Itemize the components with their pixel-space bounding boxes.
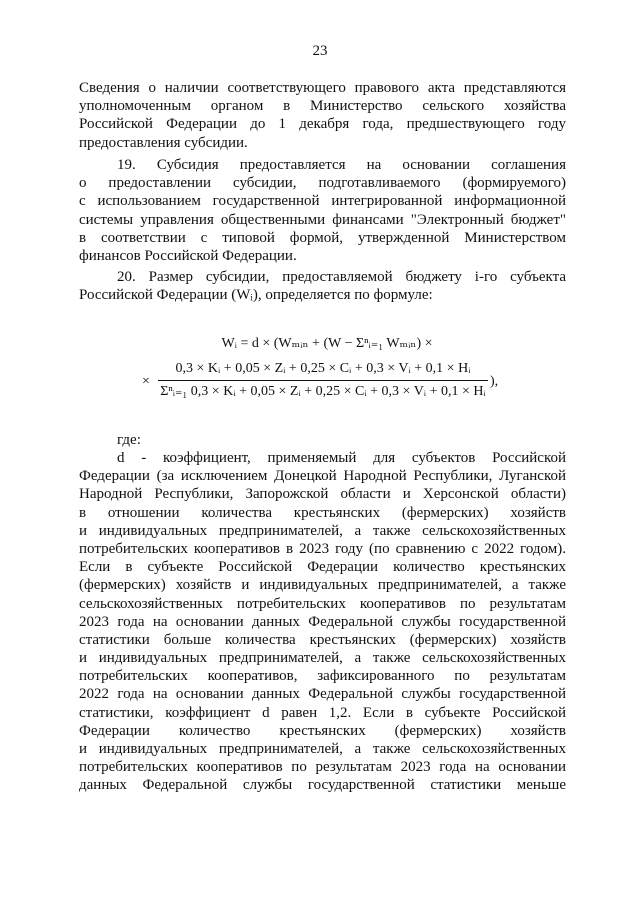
formula-closing: ), [490, 374, 499, 389]
text-line: потребительских кооперативов, зафиксированного по результатам [79, 668, 566, 685]
text-line: сельскохозяйственных потребительских кооперативов по результатам [79, 595, 566, 612]
text-line: в соответствии с типовой формой, утвержденной Министерством [79, 229, 566, 246]
text-line: и индивидуальных предпринимателей, а также сельскохозяйственных [79, 741, 566, 757]
text-line: 19. Субсидия предоставляется на основании соглашения [117, 157, 566, 173]
formula-multiply-sign: × [142, 374, 150, 389]
text-line: статистики, коэффициент d равен 1,2. Если в субъекте Российской [79, 704, 566, 721]
text-line: Федерации количество крестьянских (фермерских) хозяйств [79, 722, 566, 739]
fraction-bar [158, 380, 488, 381]
text-line: d - коэффициент, применяемый для субъектов Российской [117, 450, 566, 466]
where-block [79, 431, 566, 449]
text-line: Сведения о наличии соответствующего правового акта представляются [79, 80, 566, 96]
text-line: с использованием государственной интегрированной информационной [79, 193, 566, 210]
definition-d [79, 449, 566, 795]
text-line: и индивидуальных предпринимателей, а также сельскохозяйственных [79, 650, 566, 667]
formula-line-2 [0, 359, 640, 409]
text-line: в отношении количества крестьянских (фермерских) хозяйств [79, 504, 566, 521]
fraction-denominator: Σⁿᵢ₌₁ 0,3 × Kᵢ + 0,05 × Zᵢ + 0,25 × Cᵢ + 0,3 × Vᵢ + 0,1 × Hᵢ [160, 384, 486, 399]
text-line: Российской Федерации (Wᵢ), определяется по формуле: [79, 287, 433, 304]
text-line: Федерации (за исключением Донецкой Народной Республики, Луганской [79, 468, 566, 485]
intro-paragraph [79, 79, 566, 152]
text-line: данных Федеральной службы государственной статистики меньше [79, 777, 566, 794]
fraction-numerator: 0,3 × Kᵢ + 0,05 × Zᵢ + 0,25 × Cᵢ + 0,3 × Vᵢ + 0,1 × Hᵢ [175, 361, 471, 376]
text-line: предоставления субсидии. [79, 134, 248, 151]
page-number: 23 [312, 43, 328, 59]
text-line: Российской Федерации до 1 декабря года, предшествующего году [79, 116, 566, 133]
text-line: системы управления общественными финансами "Электронный бюджет" [79, 211, 566, 228]
text-line: уполномоченным органом в Министерство сельского хозяйства [79, 98, 566, 115]
text-line: Если в субъекте Российской Федерации количество крестьянских [79, 559, 566, 576]
text-line: статистики больше количества крестьянских (фермерских) хозяйств [79, 631, 566, 648]
text-line: потребительских кооперативов по результатам 2023 года на основании [79, 759, 566, 776]
text-line: о предоставлении субсидии, подготавливаемого (формируемого) [79, 175, 566, 192]
text-line: (фермерских) хозяйств и индивидуальных предпринимателей, а также [79, 577, 566, 594]
text-line: потребительских кооперативов в 2023 году (по сравнению с 2022 годом). [79, 540, 566, 557]
text-line: 2023 года на основании данных Федеральной службы государственной [79, 613, 566, 630]
text-line: Народной Республики, Запорожской области и Херсонской области) [79, 486, 566, 503]
formula-line-1: Wᵢ = d × (Wₘᵢₙ + (W − Σⁿᵢ₌₁ Wₘᵢₙ) × [221, 336, 433, 351]
text-line: и индивидуальных предпринимателей, а также сельскохозяйственных [79, 522, 566, 539]
text-line: 2022 года на основании данных Федеральной службы государственной [79, 686, 566, 703]
text-line: финансов Российской Федерации. [79, 247, 297, 264]
text-line: 20. Размер субсидии, предоставляемой бюджету i-го субъекта [117, 269, 566, 285]
where-label: где: [117, 432, 141, 448]
paragraph-19 [79, 156, 566, 265]
paragraph-20 [79, 268, 566, 304]
